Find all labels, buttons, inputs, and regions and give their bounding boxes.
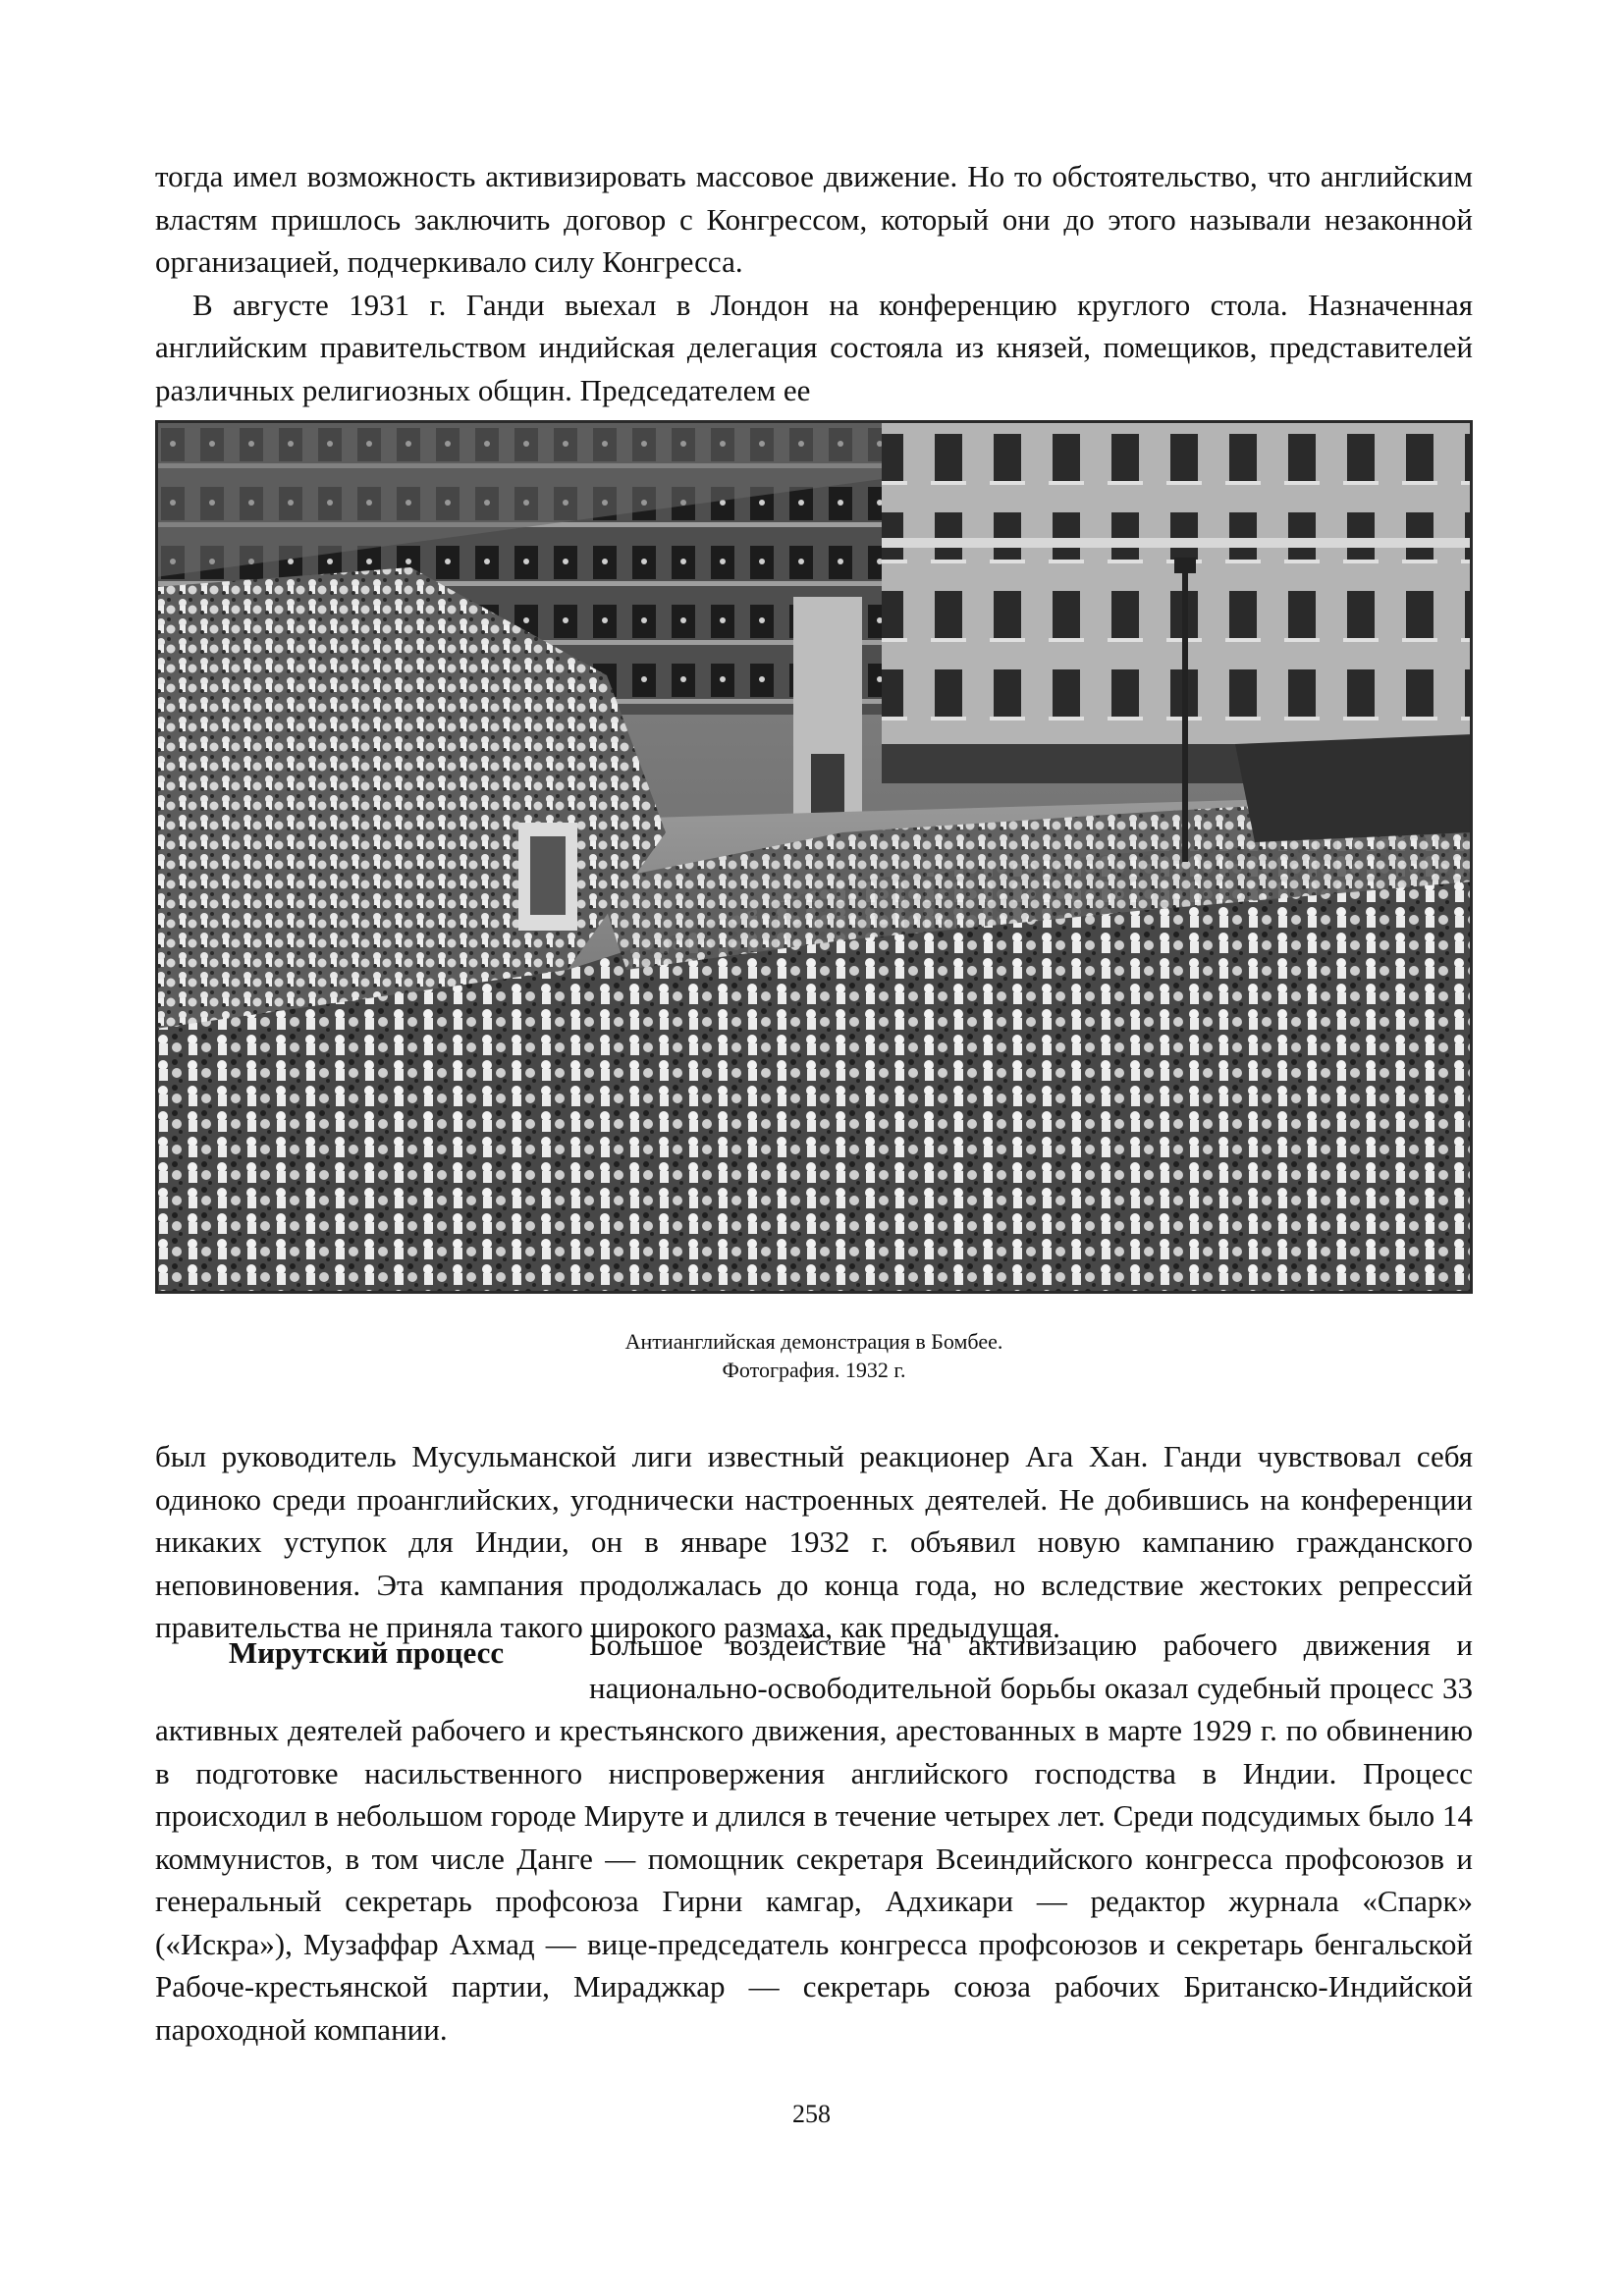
section-body-paragraph: Большое воздействие на активизацию рабочего движения и национально-освободительной борьбы оказал судебный процесс 33 активных деятелей рабочего и крестьянского движения, арестованных в марте 1929 г. по обвинению в подготовке насильственного ниспровержения английского господства в Индии. Процесс происходил в небольшом городе Мируте и длился в течение четырех лет. Среди подсудимых было 14 коммунистов, в том числе Данге — помощник секретаря Всеиндийского конгресса профсоюзов и генеральный секретарь профсоюза Гирни камгар, Адхикари — редактор журнала «Спарк» («Искра»), Музаффар Ахмад — вице-председатель конгресса профсоюзов и секретарь бенгальской Рабоче-крестьянской партии, Мираджкар — секретарь союза рабочих Британско-Индийской пароходной компании. <box>155 1628 1473 2047</box>
paragraph-london-conference: В августе 1931 г. Ганди выехал в Лондон на конференцию круглого стола. Назначенная английским правительством индийская делегация состояла из князей, помещиков, представителей различных религиозных общин. Председателем ее <box>155 287 1473 407</box>
crowd-demonstration-photo <box>155 420 1473 1294</box>
figure-caption-subtitle: Фотография. 1932 г. <box>722 1358 906 1382</box>
section-heading: Мирутский процесс <box>228 1635 505 1670</box>
figure-caption-title: Антианглийская демонстрация в Бомбее. <box>624 1329 1003 1354</box>
top-text-block <box>155 155 1473 411</box>
lamp-post <box>1182 567 1188 862</box>
paragraph-continuation: тогда имел возможность активизировать массовое движение. Но то обстоятельство, что английским властям пришлось заключить договор с Конгрессом, который они до этого называли незаконной организацией, подчеркивало силу Конгресса. <box>155 159 1473 279</box>
page-number: 258 <box>792 2100 831 2128</box>
meerut-section <box>155 1624 1473 2051</box>
photo-illustration <box>155 420 1473 1294</box>
paragraph-aga-khan: был руководитель Мусульманской лиги известный реакционер Ага Хан. Ганди чувствовал себя одиноко среди проанглийских, угоднически настроенных деятелей. Не добившись на конференции никаких уступок для Индии, он в январе 1932 г. объявил новую кампанию гражданского неповиновения. Эта кампания продолжалась до конца года, но вследствие жестоких репрессий правительства не приняла такого широкого размаха, как предыдущая. <box>155 1439 1473 1644</box>
building-right <box>882 420 1473 744</box>
awning <box>1235 734 1473 842</box>
